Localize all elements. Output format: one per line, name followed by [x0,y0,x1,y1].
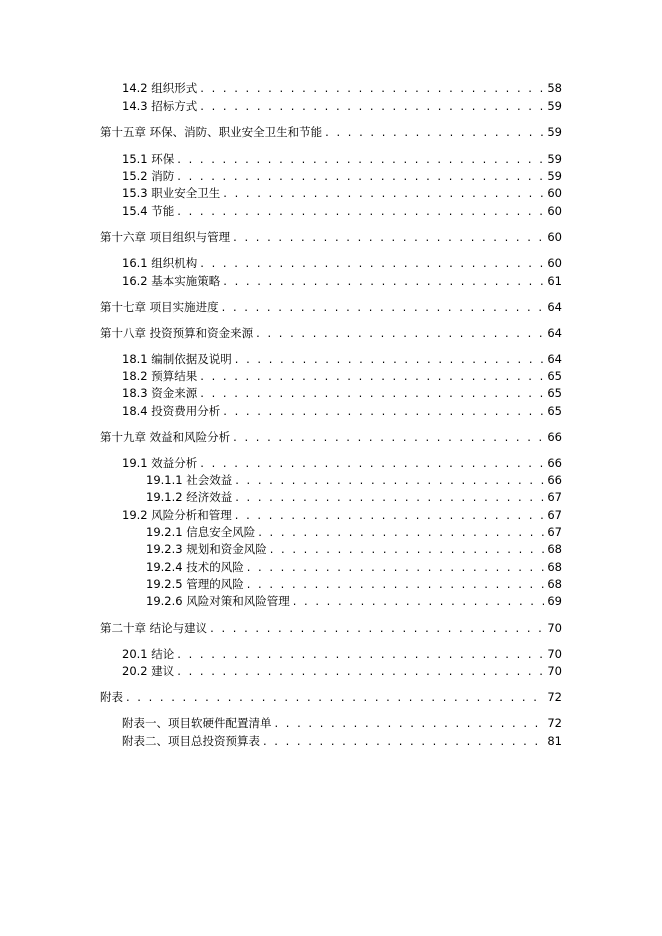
toc-entry[interactable] [122,273,562,289]
toc-page-number: 70 [547,664,562,678]
toc-label: 第十五章 环保、消防、职业安全卫生和节能 [100,125,323,139]
toc-page-number: 59 [547,99,562,113]
toc-leader [222,299,545,315]
toc-label: 15.3 职业安全卫生 [122,186,221,200]
toc-page-number: 72 [547,716,562,730]
toc-entry[interactable] [122,663,562,679]
toc-entry[interactable] [122,203,562,219]
toc-label: 附表一、项目软硬件配置清单 [122,716,272,730]
toc-label: 15.2 消防 [122,169,175,183]
toc-page-number: 59 [547,169,562,183]
toc-label: 19.2.1 信息安全风险 [146,525,256,539]
toc-page-number: 68 [547,542,562,556]
toc-label: 18.3 资金来源 [122,386,198,400]
toc-leader [233,429,544,445]
toc-page-number: 59 [547,152,562,166]
toc-page-number: 67 [547,525,562,539]
toc-label: 15.1 环保 [122,152,175,166]
toc-leader [200,385,544,401]
toc-label: 第十七章 项目实施进度 [100,300,219,314]
toc-leader [293,593,545,609]
toc-label: 19.2.5 管理的风险 [146,577,244,591]
toc-leader [235,351,545,367]
toc-page-number: 60 [547,256,562,270]
toc-leader [270,541,545,557]
toc-leader [223,273,544,289]
toc-entry[interactable] [100,124,562,140]
toc-label: 第十六章 项目组织与管理 [100,230,231,244]
toc-leader [177,646,544,662]
toc-page-number: 64 [547,352,562,366]
toc-label: 19.2.3 规划和资金风险 [146,542,267,556]
toc-label: 18.1 编制依据及说明 [122,352,232,366]
toc-page-number: 70 [547,621,562,635]
toc-entry[interactable] [122,507,562,523]
toc-entry[interactable] [122,715,562,731]
toc-page-number: 60 [547,204,562,218]
toc-label: 15.4 节能 [122,204,175,218]
toc-leader [200,98,544,114]
toc-page-number: 70 [547,647,562,661]
toc-entry[interactable] [146,593,562,609]
toc-label: 14.2 组织形式 [122,81,198,95]
toc-page-number: 72 [547,690,562,704]
toc-entry[interactable] [122,98,562,114]
toc-label: 19.2.4 技术的风险 [146,560,244,574]
toc-label: 18.4 投资费用分析 [122,404,221,418]
toc-entry[interactable] [122,455,562,471]
toc-label: 第十九章 效益和风险分析 [100,430,231,444]
toc-entry[interactable] [100,299,562,315]
toc-label: 18.2 预算结果 [122,369,198,383]
toc-leader [177,168,544,184]
toc-leader [233,229,544,245]
toc-page-number: 65 [547,404,562,418]
toc-entry[interactable] [122,368,562,384]
toc-page-number: 66 [547,473,562,487]
toc-page-number: 60 [547,230,562,244]
toc-entry[interactable] [122,185,562,201]
toc-label: 20.1 结论 [122,647,175,661]
toc-label: 14.3 招标方式 [122,99,198,113]
toc-page-number: 60 [547,186,562,200]
toc-page-number: 64 [547,300,562,314]
toc-leader [210,620,544,636]
toc-leader [177,663,544,679]
toc-entry[interactable] [122,385,562,401]
toc-label: 附表 [100,690,123,704]
toc-entry[interactable] [146,541,562,557]
toc-leader [258,524,544,540]
toc-label: 19.2 风险分析和管理 [122,508,232,522]
toc-entry[interactable] [122,403,562,419]
toc-entry[interactable] [146,489,562,505]
toc-page-number: 66 [547,430,562,444]
toc-entry[interactable] [122,733,562,749]
toc-label: 附表二、项目总投资预算表 [122,734,260,748]
toc-page-number: 58 [547,81,562,95]
toc-leader [235,489,544,505]
toc-page-number: 68 [547,577,562,591]
toc-leader [177,151,544,167]
toc-entry[interactable] [100,429,562,445]
toc-entry[interactable] [146,576,562,592]
toc-label: 第十八章 投资预算和资金来源 [100,326,254,340]
toc-leader [247,576,545,592]
toc-page-number: 67 [547,508,562,522]
toc-leader [200,80,544,96]
toc-leader [263,733,544,749]
toc-label: 19.1.2 经济效益 [146,490,233,504]
toc-leader [325,124,544,140]
toc-leader [200,368,544,384]
toc-page-number: 59 [547,125,562,139]
toc-label: 19.1.1 社会效益 [146,473,233,487]
toc-leader [235,507,545,523]
toc-entry[interactable] [100,620,562,636]
toc-leader [235,472,544,488]
toc-entry[interactable] [146,559,562,575]
toc-label: 16.2 基本实施策略 [122,274,221,288]
toc-page-number: 64 [547,326,562,340]
toc-label: 19.1 效益分析 [122,456,198,470]
toc-leader [256,325,544,341]
toc-label: 19.2.6 风险对策和风险管理 [146,594,290,608]
toc-entry[interactable] [122,80,562,96]
toc-label: 20.2 建议 [122,664,175,678]
toc-page-number: 69 [547,594,562,608]
toc-leader [275,715,545,731]
toc-entry[interactable] [122,351,562,367]
toc-page-number: 65 [547,386,562,400]
toc-page-number: 67 [547,490,562,504]
toc-entry[interactable] [146,472,562,488]
toc-entry[interactable] [122,168,562,184]
toc-entry[interactable] [146,524,562,540]
toc-page-number: 68 [547,560,562,574]
toc-entry[interactable] [100,689,562,705]
toc-entry[interactable] [100,229,562,245]
toc-leader [177,203,544,219]
toc-page-number: 61 [547,274,562,288]
toc-page-number: 66 [547,456,562,470]
toc-leader [223,185,544,201]
toc-label: 16.1 组织机构 [122,256,198,270]
toc-leader [247,559,545,575]
toc-leader [200,255,544,271]
toc-leader [223,403,544,419]
toc-label: 第二十章 结论与建议 [100,621,208,635]
toc-entry[interactable] [122,151,562,167]
toc-page-number: 65 [547,369,562,383]
toc-entry[interactable] [100,325,562,341]
toc-entry[interactable] [122,255,562,271]
toc-leader [200,455,544,471]
toc-entry[interactable] [122,646,562,662]
toc-page-number: 81 [547,734,562,748]
toc-leader [126,689,544,705]
